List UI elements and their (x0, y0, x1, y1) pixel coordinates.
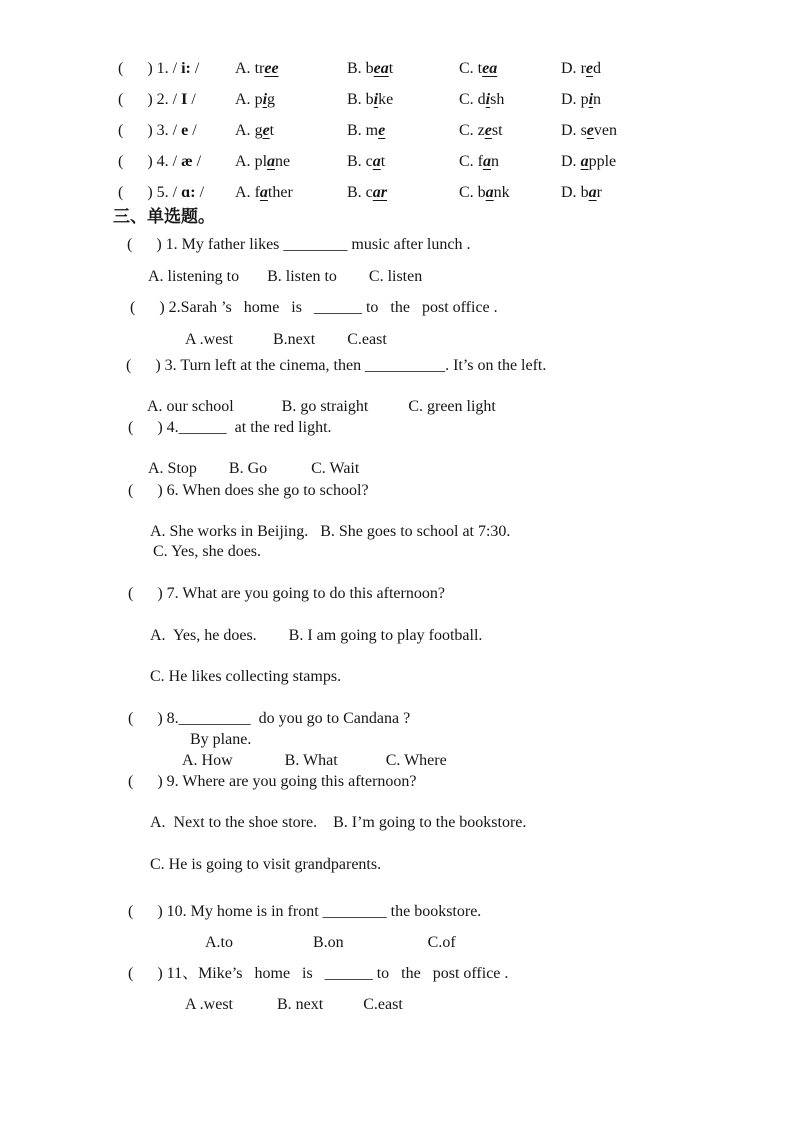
underlined-letters: a (485, 184, 494, 201)
word-part: t (477, 60, 483, 77)
answer-bracket: ( ) 5. / (118, 184, 182, 201)
question-1-options: A. listening to B. listen to C. listen (148, 268, 423, 285)
option-label: D. (561, 122, 581, 139)
word-part: ther (267, 184, 293, 201)
phonetic-row-3-prompt (118, 122, 197, 140)
underlined-letters: ea (373, 60, 389, 77)
option-label: B. (347, 60, 366, 77)
question-9-option-c: C. He is going to visit grandparents. (150, 856, 382, 873)
phoneme-symbol: ɑ: (181, 184, 196, 201)
underlined-letters: i (588, 91, 594, 108)
word-part: t (269, 122, 275, 139)
option-b (347, 91, 393, 109)
word-part: pl (254, 153, 268, 170)
word-part: r (580, 60, 586, 77)
word-part: f (254, 184, 260, 201)
option-label: D. (561, 91, 581, 108)
phonetic-row-1 (118, 60, 790, 82)
word-part: s (580, 122, 587, 139)
word-part: b (477, 184, 486, 201)
word-part: sh (490, 91, 505, 108)
option-b (347, 60, 393, 78)
answer-bracket: ( ) 1. / (118, 60, 182, 77)
phonetic-row-4 (118, 153, 790, 175)
word-part: nk (493, 184, 510, 201)
option-label: B. (347, 91, 366, 108)
word-part: ne (275, 153, 291, 170)
question-7-options-ab: A. Yes, he does. B. I am going to play football. (150, 627, 483, 644)
option-a (235, 153, 290, 171)
option-a (235, 122, 274, 140)
option-label: A. (235, 91, 255, 108)
option-c (459, 184, 510, 202)
answer-bracket: ( ) 3. / (118, 122, 182, 139)
question-9-options-ab: A. Next to the shoe store. B. I’m going to the bookstore. (150, 814, 527, 831)
underlined-letters: ea (482, 60, 498, 77)
phoneme-suffix: / (187, 91, 196, 108)
phoneme-symbol: æ (181, 153, 193, 170)
phonetic-row-3 (118, 122, 790, 144)
answer-bracket: ( ) 4. / (118, 153, 182, 170)
option-a (235, 91, 275, 109)
option-label: C. (459, 122, 478, 139)
word-part: c (365, 184, 373, 201)
section3-header: 三、单选题。 (113, 207, 215, 226)
underlined-letters: a (483, 153, 491, 170)
underlined-letters: e (262, 122, 270, 139)
word-part: g (267, 91, 276, 108)
underlined-letters: a (259, 184, 268, 201)
option-label: C. (459, 60, 478, 77)
option-b (347, 184, 387, 202)
question-4-options: A. Stop B. Go C. Wait (148, 460, 360, 477)
word-part: c (365, 153, 373, 170)
option-label: D. (561, 153, 581, 170)
phonetic-row-2-prompt (118, 91, 196, 109)
underlined-letters: a (580, 153, 589, 170)
question-3-options: A. our school B. go straight C. green light (147, 398, 496, 415)
option-c (459, 91, 504, 109)
option-c (459, 153, 499, 171)
phoneme-suffix: / (195, 184, 205, 201)
phoneme-suffix: / (192, 153, 202, 170)
option-label: C. (459, 153, 478, 170)
option-label: A. (235, 60, 255, 77)
question-3-stem: ( ) 3. Turn left at the cinema, then __________. It’s on the left. (126, 357, 547, 374)
question-2-stem: ( ) 2.Sarah ’s home is ______ to the post office . (130, 299, 498, 316)
answer-bracket: ( ) 2. / (118, 91, 182, 108)
word-part: b (365, 91, 374, 108)
option-a (235, 184, 293, 202)
underlined-letters: a (267, 153, 276, 170)
phoneme-suffix: / (190, 60, 200, 77)
option-label: A. (235, 153, 255, 170)
question-8-options: A. How B. What C. Where (182, 752, 447, 769)
underlined-letters: i (373, 91, 379, 108)
underlined-letters: i (485, 91, 491, 108)
word-part: f (477, 153, 483, 170)
underlined-letters: e (585, 60, 593, 77)
question-10-stem: ( ) 10. My home is in front ________ the bookstore. (128, 903, 482, 920)
option-label: C. (459, 184, 478, 201)
question-7-option-c: C. He likes collecting stamps. (150, 668, 342, 685)
underlined-letters: ar (372, 184, 388, 201)
underlined-letters: a (372, 153, 381, 170)
word-part: m (365, 122, 379, 139)
question-9-stem: ( ) 9. Where are you going this afternoon? (128, 773, 417, 790)
question-6-stem: ( ) 6. When does she go to school? (128, 482, 369, 499)
word-part: z (477, 122, 485, 139)
word-part: n (593, 91, 602, 108)
underlined-letters: e (484, 122, 492, 139)
phoneme-suffix: / (188, 122, 197, 139)
phonetic-row-2 (118, 91, 790, 113)
question-1-stem: ( ) 1. My father likes ________ music after lunch . (127, 236, 471, 253)
option-label: B. (347, 122, 366, 139)
option-b (347, 153, 385, 171)
question-8-stem: ( ) 8._________ do you go to Candana ? (128, 710, 411, 727)
question-8-answer-line: By plane. (190, 731, 252, 748)
word-part: p (254, 91, 263, 108)
underlined-letters: ee (264, 60, 279, 77)
option-label: D. (561, 184, 581, 201)
question-2-options: A .west B.next C.east (185, 331, 387, 348)
word-part: pple (588, 153, 617, 170)
phonetic-row-4-prompt (118, 153, 201, 171)
word-part: t (388, 60, 394, 77)
option-label: C. (459, 91, 478, 108)
option-a (235, 60, 279, 78)
question-11-options: A .west B. next C.east (185, 996, 403, 1013)
word-part: r (596, 184, 602, 201)
word-part: d (477, 91, 486, 108)
option-d (561, 153, 616, 171)
underlined-letters: i (262, 91, 268, 108)
option-d (561, 60, 601, 78)
question-10-options: A.to B.on C.of (205, 934, 456, 951)
phonetic-row-5 (118, 184, 790, 206)
option-label: B. (347, 184, 366, 201)
word-part: n (491, 153, 499, 170)
word-part: tr (254, 60, 265, 77)
word-part: g (254, 122, 263, 139)
question-4-stem: ( ) 4.______ at the red light. (128, 419, 332, 436)
word-part: t (380, 153, 386, 170)
word-part: d (593, 60, 601, 77)
underlined-letters: e (586, 122, 594, 139)
option-d (561, 122, 617, 140)
word-part: ven (593, 122, 618, 139)
phoneme-symbol: I (181, 91, 188, 108)
option-d (561, 91, 601, 109)
option-c (459, 60, 497, 78)
word-part: st (491, 122, 503, 139)
option-label: D. (561, 60, 581, 77)
option-b (347, 122, 385, 140)
word-part: p (580, 91, 589, 108)
underlined-letters: a (588, 184, 597, 201)
option-label: A. (235, 184, 255, 201)
phonetic-row-1-prompt (118, 60, 199, 78)
question-11-stem: ( ) 11、Mike’s home is ______ to the post office . (128, 965, 509, 982)
word-part: ke (378, 91, 394, 108)
question-6-option-c: C. Yes, she does. (153, 543, 262, 560)
word-part: b (365, 60, 374, 77)
option-c (459, 122, 503, 140)
question-6-options-ab: A. She works in Beijing. B. She goes to school at 7:30. (150, 523, 511, 540)
underlined-letters: e (378, 122, 386, 139)
option-label: A. (235, 122, 255, 139)
option-d (561, 184, 602, 202)
word-part: b (580, 184, 589, 201)
question-7-stem: ( ) 7. What are you going to do this afternoon? (128, 585, 445, 602)
phoneme-symbol: i: (181, 60, 191, 77)
phonetic-row-5-prompt (118, 184, 204, 202)
phoneme-symbol: e (181, 122, 189, 139)
option-label: B. (347, 153, 366, 170)
